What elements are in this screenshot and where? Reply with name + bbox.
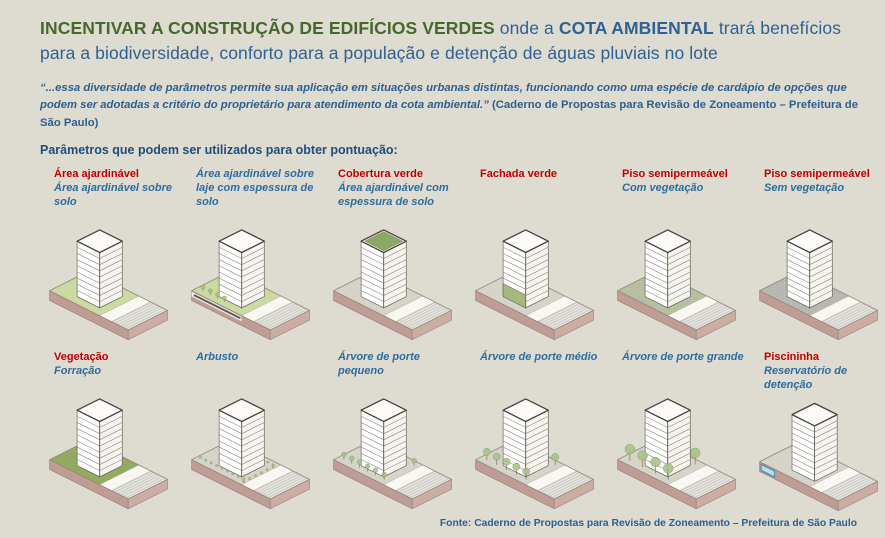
parameters-grid — [40, 167, 870, 517]
parameter-subtitle: Forração — [54, 365, 102, 378]
building-illustration-semi-permeable-veg — [614, 221, 748, 346]
parameter-subtitle: Árvore de porte pequeno — [338, 351, 420, 378]
title-rest: trará benefícios para a biodiversidade, conforto para a população e detenção de águas pluviais no lote — [40, 18, 842, 63]
parameter-label — [196, 350, 322, 390]
parameter-subtitle: Sem vegetação — [764, 182, 845, 195]
parameter-subtitle: Árvore de porte médio — [480, 351, 598, 364]
section-heading: Parâmetros que podem ser utilizados para obter pontuação: — [40, 143, 398, 158]
building-illustration-green-roof — [330, 221, 464, 346]
building-illustration-semi-permeable — [756, 221, 885, 346]
parameter-cell-green-facade — [466, 167, 608, 346]
parameter-cell-garden-on-slab — [182, 167, 324, 346]
quote-text: “...essa diversidade de parâmetros permite sua aplicação em situações urbanas distintas, funcionando como uma espécie de cardápio de opções que podem ser adotadas a critério do proprietário para atendimento da cota ambiental.” — [40, 81, 847, 112]
parameter-title: Cobertura verde — [338, 168, 423, 181]
parameter-cell-large-trees — [608, 346, 750, 517]
parameter-cell-shrubs — [182, 346, 324, 517]
building-illustration-green-facade — [472, 221, 606, 346]
building-illustration-shrubs — [188, 390, 322, 515]
parameter-subtitle: Reservatório de detenção — [764, 365, 848, 392]
parameter-cell-medium-trees — [466, 346, 608, 517]
quote-citation: (Caderno de Propostas para Revisão de Zoneamento – Prefeitura de São Paulo) — [40, 99, 858, 129]
parameter-title: Fachada verde — [480, 168, 558, 181]
parameter-title: Piso semipermeável — [764, 168, 870, 181]
parameter-cell-ground-cover — [40, 346, 182, 517]
parameter-subtitle: Arbusto — [196, 351, 239, 364]
building-illustration-detention-pool — [756, 392, 885, 517]
building-illustration-ground-cover — [46, 390, 180, 515]
parameter-label — [622, 350, 748, 390]
parameter-cell-detention-pool — [750, 346, 885, 517]
title-connector: onde a — [494, 18, 559, 38]
parameter-title: Vegetação — [54, 351, 109, 364]
parameter-subtitle: Área ajardinável com espessura de solo — [338, 182, 449, 209]
parameter-label — [338, 350, 464, 390]
parameter-label — [480, 167, 606, 221]
title-cota-ambiental: COTA AMBIENTAL — [558, 18, 714, 38]
building-illustration-medium-trees — [472, 390, 606, 515]
parameter-title: Área ajardinável — [54, 168, 139, 181]
parameter-label — [54, 167, 180, 221]
parameter-label — [764, 350, 885, 392]
source-footer: Fonte: Caderno de Propostas para Revisão de Zoneamento – Prefeitura de São Paulo — [439, 518, 857, 529]
building-illustration-large-trees — [614, 390, 748, 515]
parameter-subtitle: Árvore de porte grande — [622, 351, 744, 364]
parameter-subtitle: Com vegetação — [622, 182, 704, 195]
parameter-cell-garden-on-soil — [40, 167, 182, 346]
title-green-part: INCENTIVAR A CONSTRUÇÃO DE EDIFÍCIOS VERDES — [40, 18, 495, 38]
parameter-label — [338, 167, 464, 221]
parameter-cell-semi-permeable — [750, 167, 885, 346]
building-illustration-garden-on-slab — [188, 221, 322, 346]
page-title — [40, 16, 858, 66]
parameter-label — [480, 350, 606, 390]
parameter-label — [622, 167, 748, 221]
parameter-label — [54, 350, 180, 390]
parameter-cell-semi-permeable-veg — [608, 167, 750, 346]
parameter-cell-small-trees — [324, 346, 466, 517]
quote-block — [40, 80, 858, 133]
building-illustration-garden-on-soil — [46, 221, 180, 346]
parameter-label — [196, 167, 322, 221]
parameter-title: Piso semipermeável — [622, 168, 728, 181]
parameter-subtitle: Área ajardinável sobre laje com espessura de solo — [196, 168, 315, 209]
parameter-subtitle: Área ajardinável sobre solo — [54, 182, 173, 209]
parameter-cell-green-roof — [324, 167, 466, 346]
parameter-title: Piscininha — [764, 351, 820, 364]
parameter-label — [764, 167, 885, 221]
building-illustration-small-trees — [330, 390, 464, 515]
